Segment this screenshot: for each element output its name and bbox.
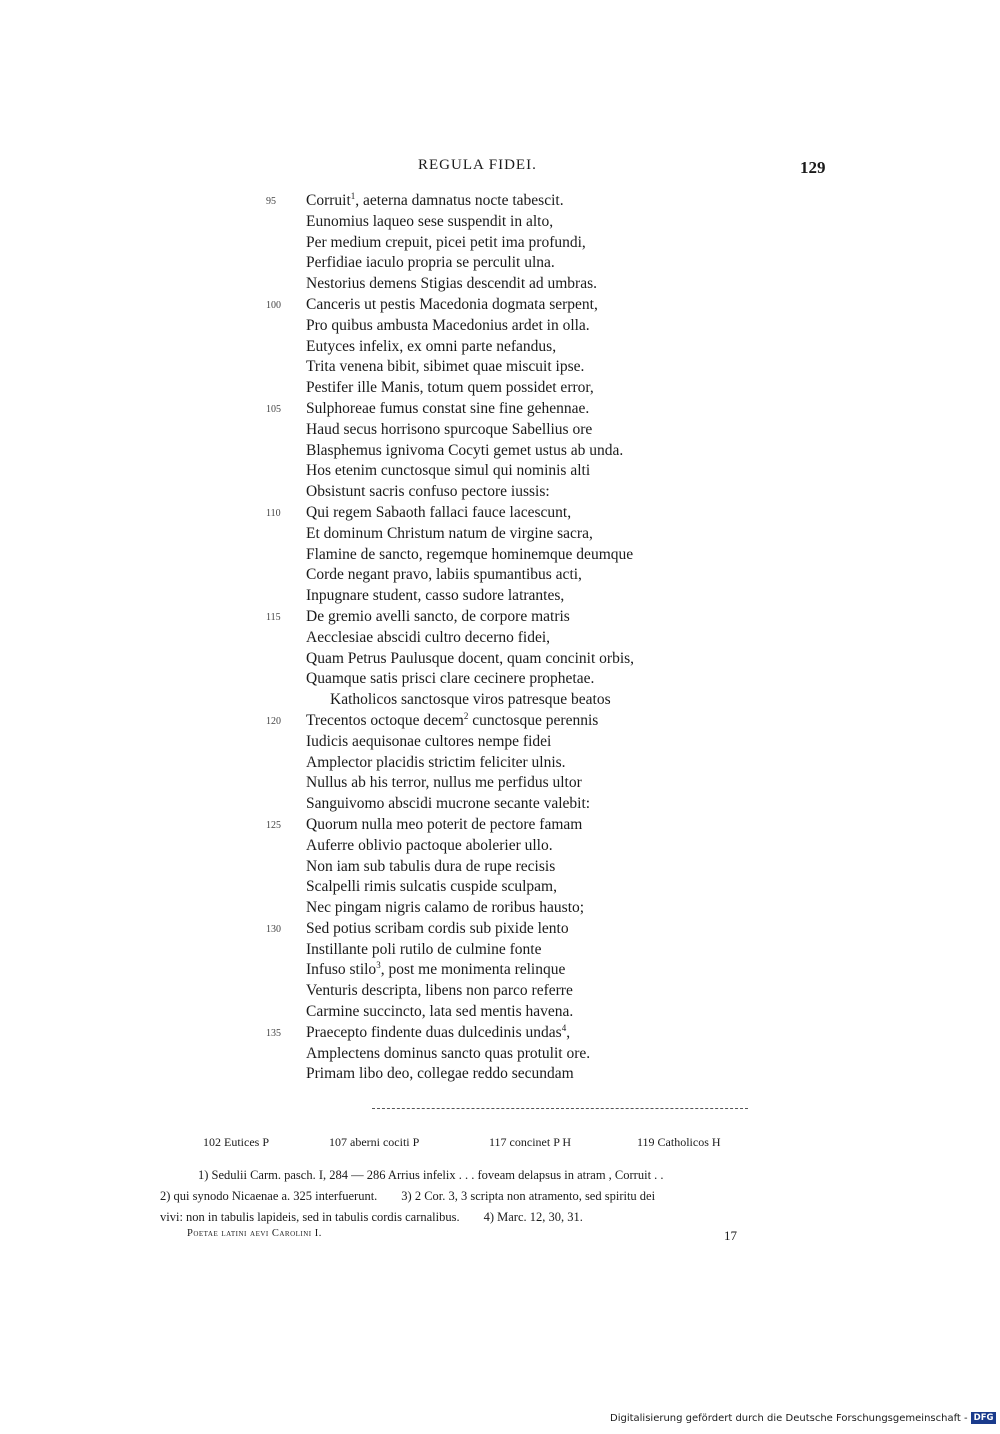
verse-text-main: Scalpelli rimis sulcatis cuspide sculpam, <box>306 878 557 896</box>
footnote-line <box>160 1207 832 1228</box>
verse-text-main: Per medium crepuit, picei petit ima profundi, <box>306 233 586 251</box>
signature-number: 17 <box>724 1228 737 1243</box>
verse-line <box>0 794 1000 815</box>
verse-text <box>306 794 590 815</box>
verse-text <box>306 628 550 649</box>
verse-text-main: Pestifer ille Manis, totum quem possidet error, <box>306 379 594 397</box>
verse-text-main: Et dominum Christum natum de virgine sacra, <box>306 524 593 542</box>
verse-text-main: Hos etenim cunctosque simul qui nominis alti <box>306 462 591 480</box>
verse-text-main: Qui regem Sabaoth fallaci fauce lacescunt, <box>306 503 572 521</box>
verse-text <box>306 732 551 753</box>
verse-text-main: Inpugnare student, casso sudore latrantes, <box>306 587 565 605</box>
verse-line <box>0 607 1000 628</box>
verse-text-main: Quam Petrus Paulusque docent, quam concinit orbis, <box>306 649 635 667</box>
footnote-marker: 2 <box>463 710 469 721</box>
footnote-marker: 3 <box>376 960 381 971</box>
footnote-3-cont: vivi: non in tabulis lapideis, sed in tabulis cordis carnalibus. <box>160 1210 460 1224</box>
verse-line <box>0 1023 1000 1044</box>
verse-text <box>306 545 633 566</box>
footnote-4: 4) Marc. 12, 30, 31. <box>483 1210 583 1224</box>
verse-number: 120 <box>266 715 281 727</box>
signature-line: Poetae latini aevi Carolini I. <box>187 1228 322 1239</box>
verse-line <box>0 274 1000 295</box>
verse-line <box>0 337 1000 358</box>
verse-text <box>306 357 584 378</box>
apparatus-item: 107 aberni cociti P <box>329 1135 420 1149</box>
verse-line <box>0 461 1000 482</box>
footnote-marker: 1 <box>350 190 356 201</box>
verse-text-main: De gremio avelli sancto, de corpore matris <box>306 607 570 625</box>
verse-text-main: Perfidiae iaculo propria se perculit ulna. <box>306 254 555 272</box>
verse-line <box>0 669 1000 690</box>
verse-line <box>0 877 1000 898</box>
verse-text <box>306 565 582 586</box>
verse-text <box>306 274 597 295</box>
verse-text-main: Nec pingam nigris calamo de roribus hausto; <box>306 899 585 917</box>
verse-text <box>306 295 598 316</box>
verse-text <box>306 898 584 919</box>
verse-text <box>306 524 593 545</box>
verse-line <box>0 357 1000 378</box>
verse-text-main: Trita venena bibit, sibimet quae miscuit ipse. <box>306 358 585 376</box>
verse-text <box>306 919 569 940</box>
verse-line <box>0 960 1000 981</box>
verse-line <box>0 981 1000 1002</box>
verse-text-main: Eunomius laqueo sese suspendit in alto, <box>306 212 554 230</box>
verse-line <box>0 316 1000 337</box>
verse-line <box>0 441 1000 462</box>
verse-line <box>0 295 1000 316</box>
verse-text <box>306 441 623 462</box>
verse-text-main: Nestorius demens Stigias descendit ad umbras. <box>306 275 598 293</box>
verse-text-main: Infuso stilo <box>306 961 377 979</box>
funding-text: Digitalisierung gefördert durch die Deutsche Forschungsgemeinschaft - <box>610 1413 968 1424</box>
verse-text <box>306 711 598 732</box>
verse-text-main: Primam libo deo, collegae reddo secundam <box>306 1065 574 1083</box>
verse-line <box>0 836 1000 857</box>
verse-number: 105 <box>266 403 281 415</box>
verse-text <box>306 877 557 898</box>
verse-text-main: Canceris ut pestis Macedonia dogmata serpent, <box>306 295 598 313</box>
verse-text-main: Amplectens dominus sancto quas protulit ore. <box>306 1044 591 1062</box>
verse-text <box>306 212 553 233</box>
verse-text <box>306 233 586 254</box>
verse-text <box>306 607 570 628</box>
verse-number: 115 <box>266 611 281 623</box>
running-head: REGULA FIDEI. <box>418 157 537 173</box>
footnote-3: 3) 2 Cor. 3, 3 scripta non atramento, sed spiritu dei <box>401 1189 656 1203</box>
verse-number: 125 <box>266 819 281 831</box>
verse-text-main: Corde negant pravo, labiis spumantibus acti, <box>306 566 582 584</box>
verse-text <box>306 337 556 358</box>
footnotes <box>160 1165 832 1228</box>
verse-text-main: Nullus ab his terror, nullus me perfidus ultor <box>306 774 582 792</box>
verse-line <box>0 898 1000 919</box>
verse-text <box>306 586 564 607</box>
footnote-marker: 4 <box>561 1022 567 1033</box>
verse-text-main: Instillante poli rutilo de culmine fonte <box>306 940 542 958</box>
verse-text <box>306 399 589 420</box>
verse-text-main: Trecentos octoque decem <box>306 711 464 729</box>
verse-text-main: Pro quibus ambusta Macedonius ardet in olla. <box>306 316 590 334</box>
verse-line <box>0 857 1000 878</box>
footnote-line: 1) Sedulii Carm. pasch. I, 284 — 286 Arrius infelix . . . foveam delapsus in atram , Corruit . . <box>198 1168 664 1182</box>
apparatus-item: 102 Eutices P <box>203 1135 269 1149</box>
verse-text <box>306 253 555 274</box>
verse-text <box>306 815 582 836</box>
verse-line <box>0 253 1000 274</box>
verse-text-main: Corruit <box>306 192 351 209</box>
verse-text <box>306 1044 590 1065</box>
verse-text-main: Eutyces infelix, ex omni parte nefandus, <box>306 337 557 355</box>
verse-text <box>306 420 592 441</box>
verse-number: 95 <box>266 196 276 207</box>
poem-text <box>0 191 1000 1085</box>
verse-text <box>306 1023 570 1044</box>
verse-line <box>0 628 1000 649</box>
verse-text-main: Obsistunt sacris confuso pectore iussis: <box>306 483 550 501</box>
verse-text-main: Carmine succincto, lata sed mentis havena. <box>306 1003 574 1021</box>
verse-text <box>306 1064 574 1085</box>
verse-line <box>0 753 1000 774</box>
verse-line <box>0 773 1000 794</box>
verse-line <box>0 399 1000 420</box>
verse-text-main: Quorum nulla meo poterit de pectore famam <box>306 815 583 833</box>
verse-line <box>0 815 1000 836</box>
verse-text-main: Auferre oblivio pactoque abolerier ullo. <box>306 836 553 854</box>
page-number: 129 <box>800 158 826 177</box>
verse-line <box>0 732 1000 753</box>
verse-text <box>306 649 634 670</box>
verse-number: 135 <box>266 1027 281 1039</box>
verse-text <box>306 857 555 878</box>
dfg-logo: DFG <box>971 1412 997 1424</box>
verse-text <box>306 981 573 1002</box>
verse-line <box>0 545 1000 566</box>
verse-line <box>0 690 1000 711</box>
verse-line <box>0 233 1000 254</box>
verse-text <box>306 773 582 794</box>
verse-text-main: Blasphemus ignivoma Cocyti gemet ustus ab unda. <box>306 441 624 459</box>
apparatus-item: 117 concinet P H <box>489 1135 572 1149</box>
verse-line <box>0 1064 1000 1085</box>
verse-text-main: Flamine de sancto, regemque hominemque deumque <box>306 545 634 563</box>
verse-text-main: Sulphoreae fumus constat sine fine gehennae. <box>306 399 590 417</box>
verse-text <box>330 690 611 711</box>
verse-number: 100 <box>266 299 281 311</box>
verse-line <box>0 1044 1000 1065</box>
verse-text <box>306 1002 573 1023</box>
verse-text-main: Quamque satis prisci clare cecinere prophetae. <box>306 670 595 688</box>
verse-text <box>306 461 590 482</box>
verse-text-main: Venturis descripta, libens non parco referre <box>306 982 573 1000</box>
verse-text <box>306 191 564 212</box>
verse-text <box>306 482 550 503</box>
verse-text-main: Katholicos sanctosque viros patresque beatos <box>330 691 611 709</box>
verse-text-main: Aecclesiae abscidi cultro decerno fidei, <box>306 628 551 646</box>
footnote-line <box>160 1186 832 1207</box>
verse-line <box>0 212 1000 233</box>
verse-text <box>306 503 571 524</box>
verse-text-main: Sed potius scribam cordis sub pixide lento <box>306 919 569 937</box>
verse-number: 130 <box>266 923 281 935</box>
verse-text <box>306 960 565 981</box>
verse-line <box>0 919 1000 940</box>
verse-line <box>0 378 1000 399</box>
verse-text-main: Sanguivomo abscidi mucrone secante valebit: <box>306 795 591 813</box>
verse-text-tail: cunctosque perennis <box>468 711 599 729</box>
verse-text <box>306 378 594 399</box>
verse-text <box>306 940 541 961</box>
verse-text-tail: , post me monimenta relinque <box>380 961 566 979</box>
verse-line <box>0 420 1000 441</box>
verse-line <box>0 191 1000 212</box>
verse-line <box>0 482 1000 503</box>
verse-line <box>0 711 1000 732</box>
verse-text-main: Praecepto findente duas dulcedinis undas <box>306 1023 562 1041</box>
verse-text-main: Amplector placidis strictim feliciter ulnis. <box>306 753 566 771</box>
verse-line <box>0 586 1000 607</box>
verse-text <box>306 316 590 337</box>
verse-text-tail: , aeterna damnatus nocte tabescit. <box>355 192 564 209</box>
footnote-divider <box>372 1108 748 1109</box>
verse-number: 110 <box>266 507 281 519</box>
verse-line <box>0 524 1000 545</box>
verse-text-tail: , <box>566 1023 571 1041</box>
verse-text-main: Non iam sub tabulis dura de rupe recisis <box>306 857 556 875</box>
verse-text <box>306 836 553 857</box>
verse-line <box>0 940 1000 961</box>
verse-line <box>0 649 1000 670</box>
verse-line <box>0 565 1000 586</box>
apparatus-item: 119 Catholicos H <box>637 1135 721 1149</box>
funding-note <box>610 1412 996 1424</box>
verse-text-main: Iudicis aequisonae cultores nempe fidei <box>306 732 552 750</box>
verse-text <box>306 669 594 690</box>
verse-text <box>306 753 566 774</box>
verse-line <box>0 503 1000 524</box>
verse-line <box>0 1002 1000 1023</box>
footnote-2: 2) qui synodo Nicaenae a. 325 interfuerunt. <box>160 1189 378 1203</box>
verse-text-main: Haud secus horrisono spurcoque Sabellius ore <box>306 420 593 438</box>
